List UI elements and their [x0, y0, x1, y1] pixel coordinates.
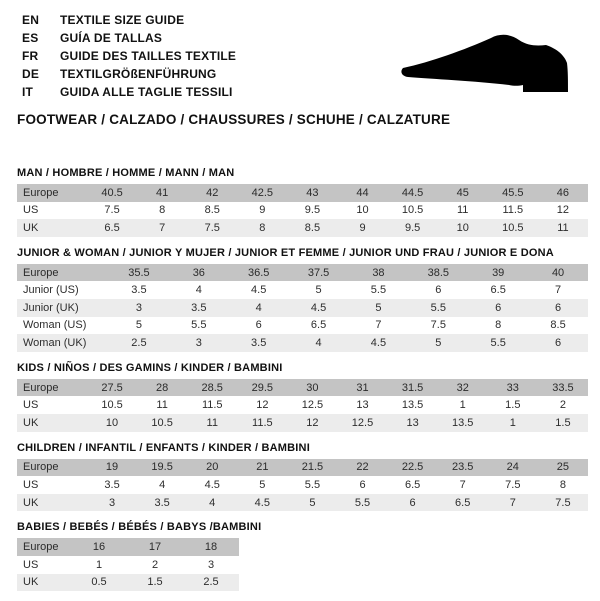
- size-tables: [17, 167, 588, 601]
- size-cell: 4.5: [251, 284, 267, 297]
- size-cell: 11.5: [201, 399, 223, 412]
- table-row-uk: [17, 574, 239, 592]
- size-cell: 40.5: [101, 186, 123, 199]
- size-cell: 7: [459, 478, 466, 491]
- table-title-kids: KIDS / NIÑOS / DES GAMINS / KINDER / BAMBINI: [17, 361, 283, 374]
- size-cell: 22: [356, 461, 369, 474]
- size-cell: 6: [255, 319, 262, 332]
- size-table-man: [17, 184, 588, 237]
- size-cell: 23.5: [451, 461, 474, 474]
- size-cell: 6: [495, 301, 502, 314]
- size-cell: 10: [105, 416, 119, 429]
- size-cell: 45.5: [502, 186, 524, 199]
- row-label: Woman (UK): [23, 336, 87, 349]
- size-cell: 18: [204, 541, 218, 554]
- language-label: GUIDE DES TAILLES TEXTILE: [60, 49, 237, 63]
- language-code: EN: [22, 13, 40, 27]
- size-cell: 5.5: [304, 478, 321, 491]
- size-cell: 5: [315, 284, 322, 297]
- size-cell: 5: [435, 336, 442, 349]
- size-cell: 40: [551, 266, 565, 279]
- size-cell: 0.5: [91, 576, 107, 589]
- size-cell: 5.5: [490, 336, 506, 349]
- size-cell: 9: [359, 221, 366, 234]
- row-label: Europe: [23, 266, 59, 279]
- size-cell: 30: [306, 381, 319, 394]
- size-cell: 43: [306, 186, 319, 199]
- size-table-section-junior: [17, 247, 588, 352]
- row-label: UK: [23, 496, 39, 509]
- table-row-uk: [17, 414, 588, 432]
- size-cell: 12: [306, 416, 319, 429]
- size-cell: 3.5: [104, 478, 120, 491]
- row-label: Woman (US): [23, 319, 87, 332]
- size-cell: 6: [555, 336, 562, 349]
- size-cell: 4: [255, 301, 262, 314]
- size-cell: 35.5: [128, 266, 150, 279]
- size-cell: 4: [209, 496, 216, 509]
- size-cell: 10.5: [401, 204, 424, 217]
- table-row-uk: [17, 219, 588, 237]
- row-label: Europe: [23, 461, 59, 474]
- size-cell: 42.5: [251, 186, 274, 199]
- size-cell: 28: [156, 381, 169, 394]
- size-cell: 5: [135, 319, 142, 332]
- size-cell: 37.5: [307, 266, 330, 279]
- size-cell: 16: [92, 541, 106, 554]
- row-label: Europe: [23, 381, 59, 394]
- size-cell: 12: [556, 204, 570, 217]
- table-title-man: MAN / HOMBRE / HOMME / MANN / MAN: [17, 167, 235, 179]
- size-cell: 11.5: [252, 416, 273, 429]
- size-cell: 4: [195, 284, 202, 297]
- size-cell: 7.5: [430, 319, 446, 332]
- size-cell: 19.5: [151, 461, 173, 474]
- size-cell: 8: [259, 221, 266, 234]
- size-cell: 1.5: [147, 576, 163, 589]
- size-cell: 6.5: [490, 284, 506, 297]
- size-table-kids: [17, 379, 588, 432]
- size-cell: 6: [435, 284, 442, 297]
- size-cell: 10: [456, 221, 469, 234]
- table-row-europe: [17, 538, 239, 556]
- size-cell: 38.5: [427, 266, 450, 279]
- size-cell: 5: [259, 478, 266, 491]
- size-cell: 4.5: [310, 301, 327, 314]
- size-cell: 5: [375, 301, 382, 314]
- size-cell: 3: [207, 558, 215, 571]
- size-cell: 11: [206, 416, 218, 429]
- size-cell: 10.5: [151, 416, 173, 429]
- size-cell: 21.5: [301, 461, 324, 474]
- table-row-us: [17, 556, 239, 574]
- size-cell: 19: [105, 461, 119, 474]
- size-cell: 32: [456, 381, 469, 394]
- language-code: ES: [22, 31, 39, 45]
- language-code: FR: [22, 49, 39, 63]
- table-row-europe: [17, 459, 588, 477]
- size-cell: 36.5: [247, 266, 270, 279]
- size-cell: 39: [492, 266, 505, 279]
- size-cell: 6.5: [310, 319, 327, 332]
- size-cell: 21: [256, 461, 269, 474]
- size-cell: 33: [506, 381, 519, 394]
- size-cell: 24: [506, 461, 519, 474]
- language-row-en: [22, 11, 236, 29]
- size-cell: 6: [359, 478, 366, 491]
- size-cell: 10: [356, 204, 369, 217]
- size-cell: 31.5: [401, 381, 424, 394]
- language-row-es: [22, 29, 236, 47]
- size-cell: 31: [356, 381, 369, 394]
- row-label: US: [23, 478, 39, 491]
- row-label: UK: [23, 576, 39, 589]
- size-cell: 3: [108, 496, 116, 509]
- size-cell: 5.5: [430, 301, 446, 314]
- size-cell: 7: [375, 319, 382, 332]
- size-cell: 2: [559, 399, 566, 412]
- size-cell: 12.5: [351, 416, 374, 429]
- language-list: [22, 11, 236, 101]
- size-cell: 29.5: [251, 381, 274, 394]
- size-cell: 12: [256, 399, 269, 412]
- table-row-europe: [17, 184, 588, 202]
- language-label: TEXTILE SIZE GUIDE: [60, 13, 185, 27]
- size-cell: 3.5: [131, 284, 147, 297]
- size-cell: 1.5: [555, 416, 571, 429]
- size-cell: 1: [459, 399, 466, 412]
- table-row-europe: [17, 264, 588, 282]
- size-cell: 8: [495, 319, 502, 332]
- row-label: US: [23, 204, 39, 217]
- table-row-us: [17, 476, 588, 494]
- size-cell: 13: [356, 399, 369, 412]
- category-title: FOOTWEAR / CALZADO / CHAUSSURES / SCHUHE / CALZATURE: [17, 112, 451, 127]
- language-row-it: [22, 83, 236, 101]
- size-cell: 38: [372, 266, 385, 279]
- size-cell: 7.5: [104, 204, 120, 217]
- size-cell: 8.5: [204, 204, 220, 217]
- size-cell: 1: [95, 558, 103, 571]
- size-cell: 2: [151, 558, 159, 571]
- row-label: UK: [23, 221, 39, 234]
- size-cell: 42: [206, 186, 219, 199]
- row-label: Junior (UK): [23, 301, 79, 314]
- size-cell: 46: [556, 186, 570, 199]
- size-cell: 7: [509, 496, 516, 509]
- table-title-children: CHILDREN / INFANTIL / ENFANTS / KINDER / BAMBINI: [17, 441, 310, 454]
- size-cell: 2.5: [203, 576, 219, 589]
- size-cell: 5.5: [370, 284, 387, 297]
- size-cell: 4.5: [254, 496, 270, 509]
- size-cell: 5.5: [191, 319, 207, 332]
- size-cell: 13.5: [401, 399, 424, 412]
- row-label: US: [23, 399, 39, 412]
- size-cell: 3.5: [154, 496, 170, 509]
- language-label: TEXTILGRÖßENFÜHRUNG: [60, 67, 217, 81]
- size-cell: 3: [195, 336, 202, 349]
- row-label: Europe: [23, 186, 59, 199]
- size-table-children: [17, 459, 588, 512]
- table-row-woman-uk: [17, 334, 588, 352]
- size-cell: 6.5: [455, 496, 471, 509]
- size-cell: 36: [192, 266, 205, 279]
- size-cell: 12.5: [301, 399, 324, 412]
- row-label: UK: [23, 416, 39, 429]
- language-row-fr: [22, 47, 236, 65]
- language-label: GUÍA DE TALLAS: [60, 31, 163, 45]
- size-cell: 27.5: [101, 381, 123, 394]
- size-cell: 3.5: [251, 336, 267, 349]
- size-cell: 13.5: [451, 416, 474, 429]
- size-cell: 41: [156, 186, 169, 199]
- size-cell: 1.5: [505, 399, 521, 412]
- table-title-junior: JUNIOR & WOMAN / JUNIOR Y MUJER / JUNIOR ET FEMME / JUNIOR UND FRAU / JUNIOR E DONA: [17, 246, 554, 259]
- row-label: Junior (US): [23, 284, 79, 297]
- size-cell: 22.5: [401, 461, 424, 474]
- size-cell: 4.5: [370, 336, 387, 349]
- size-cell: 44: [356, 186, 369, 199]
- size-cell: 2.5: [131, 336, 147, 349]
- size-table-section-children: [17, 442, 588, 512]
- size-cell: 7.5: [555, 496, 571, 509]
- size-cell: 7: [555, 284, 562, 297]
- size-table-section-kids: [17, 362, 588, 432]
- table-row-woman-us: [17, 317, 588, 335]
- table-row-junior-us: [17, 281, 588, 299]
- size-cell: 3.5: [191, 301, 207, 314]
- dress-shoe-icon: [396, 33, 574, 95]
- size-cell: 6.5: [404, 478, 421, 491]
- size-cell: 8: [559, 478, 566, 491]
- size-cell: 9: [259, 204, 266, 217]
- table-title-babies: BABIES / BEBÉS / BÉBÉS / BABYS /BAMBINI: [17, 521, 262, 534]
- size-cell: 9.5: [404, 221, 421, 234]
- table-row-junior-uk: [17, 299, 588, 317]
- size-cell: 11: [156, 399, 168, 412]
- size-cell: 1: [509, 416, 516, 429]
- size-cell: 44.5: [401, 186, 424, 199]
- size-cell: 4.5: [204, 478, 220, 491]
- size-cell: 28.5: [201, 381, 223, 394]
- size-cell: 6: [555, 301, 562, 314]
- table-row-us: [17, 396, 588, 414]
- size-cell: 6.5: [104, 221, 120, 234]
- size-cell: 8: [159, 204, 166, 217]
- row-label: US: [23, 558, 39, 571]
- size-cell: 8.5: [304, 221, 321, 234]
- size-cell: 7.5: [204, 221, 220, 234]
- size-cell: 45: [456, 186, 469, 199]
- table-row-europe: [17, 379, 588, 397]
- size-cell: 4: [315, 336, 322, 349]
- size-cell: 3: [135, 301, 142, 314]
- size-cell: 11: [557, 221, 569, 234]
- size-cell: 11: [456, 204, 469, 217]
- size-table-junior: [17, 264, 588, 352]
- size-cell: 9.5: [304, 204, 321, 217]
- table-row-us: [17, 202, 588, 220]
- size-cell: 17: [148, 541, 162, 554]
- size-cell: 7: [159, 221, 166, 234]
- size-cell: 5.5: [354, 496, 371, 509]
- size-cell: 8.5: [550, 319, 566, 332]
- size-cell: 5: [309, 496, 316, 509]
- size-cell: 10.5: [502, 221, 524, 234]
- table-row-uk: [17, 494, 588, 512]
- size-cell: 10.5: [101, 399, 123, 412]
- language-code: DE: [22, 67, 40, 81]
- size-cell: 33.5: [552, 381, 574, 394]
- size-cell: 20: [206, 461, 219, 474]
- size-table-section-man: [17, 167, 588, 237]
- size-cell: 4: [159, 478, 166, 491]
- size-cell: 7.5: [505, 478, 521, 491]
- size-cell: 11.5: [502, 204, 524, 217]
- size-table-section-babies: [17, 521, 588, 591]
- language-row-de: [22, 65, 236, 83]
- size-table-babies: [17, 538, 239, 591]
- size-cell: 25: [556, 461, 570, 474]
- row-label: Europe: [23, 541, 59, 554]
- size-cell: 13: [406, 416, 419, 429]
- size-cell: 6: [409, 496, 416, 509]
- language-code: IT: [22, 85, 34, 99]
- language-label: GUIDA ALLE TAGLIE TESSILI: [60, 85, 233, 99]
